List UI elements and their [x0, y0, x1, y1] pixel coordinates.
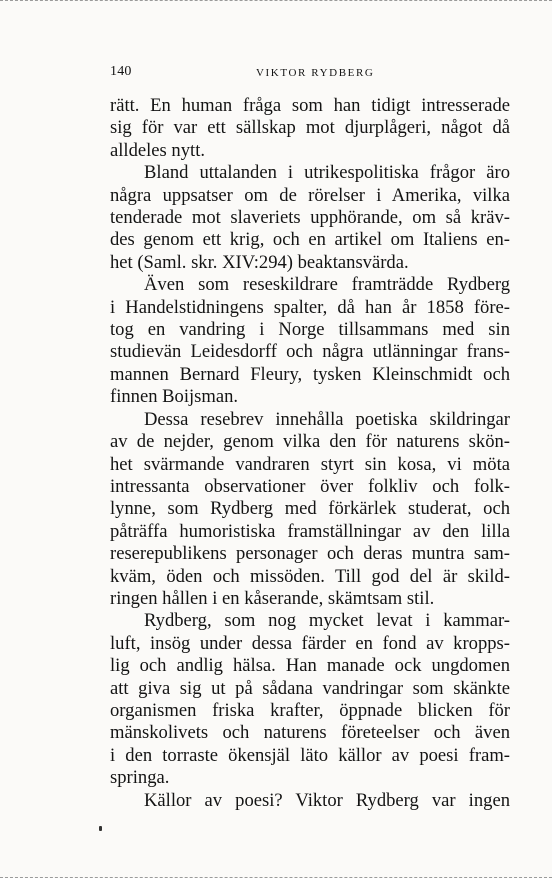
- text-line: reserepublikens personager och deras muntra sam-: [110, 543, 510, 565]
- text-line: intressanta observationer över folkliv och folk-: [110, 475, 510, 497]
- text-line: kväm, öden och missöden. Till god del är skild-: [110, 565, 510, 587]
- text-line: des genom ett krig, och en artikel om Italiens en-: [110, 229, 510, 251]
- text-line: tenderade mot slaveriets upphörande, om så kräv-: [110, 207, 510, 229]
- text-line: i Handelstidningens spalter, då han år 1858 före-: [110, 296, 510, 318]
- text-line: organismen friska krafter, öppnade blicken för: [110, 699, 510, 721]
- ink-speck: [99, 826, 102, 831]
- body-text: [110, 95, 510, 812]
- text-line: alldeles nytt.: [110, 139, 206, 161]
- text-line: luft, insög under dessa färder en fond av kropps-: [110, 632, 510, 654]
- text-line: Källor av poesi? Viktor Rydberg var ingen: [144, 789, 510, 811]
- text-line: rätt. En human fråga som han tidigt intresserade: [110, 95, 510, 116]
- text-line: Bland uttalanden i utrikespolitiska frågor äro: [144, 162, 510, 184]
- text-line: Rydberg, som nog mycket levat i kammar-: [144, 610, 510, 632]
- page-top-edge: [0, 0, 552, 4]
- text-line: påträffa humoristiska framställningar av den lilla: [110, 520, 510, 542]
- text-line: Dessa resebrev innehålla poetiska skildringar: [144, 408, 510, 430]
- text-line: lynne, som Rydberg med förkärlek studerat, och: [110, 498, 510, 520]
- text-line: studievän Leidesdorff och några utlänningar frans-: [110, 341, 510, 363]
- text-line: het svärmande vandraren styrt sin kosa, vi möta: [110, 453, 510, 475]
- text-line: tog en vandring i Norge tillsammans med sin: [110, 319, 510, 341]
- text-line: att giva sig ut på sådana vandringar som skänkte: [110, 677, 510, 699]
- text-line: mänskolivets och naturens företeelser och även: [110, 722, 510, 744]
- text-line: av de nejder, genom vilka den för naturens skön-: [110, 431, 510, 453]
- running-title: VIKTOR RYDBERG: [256, 67, 375, 79]
- text-line: het (Saml. skr. XIV:294) beaktansvärda.: [110, 251, 409, 273]
- text-line: i den torraste ökensjäl läto källor av poesi fram-: [110, 744, 510, 766]
- text-line: mannen Bernard Fleury, tysken Kleinschmidt och: [110, 363, 510, 385]
- text-line: finnen Boijsman.: [110, 386, 239, 408]
- text-line: några uppsatser om de rörelser i Amerika, vilka: [110, 184, 510, 206]
- text-line: sig för var ett sällskap mot djurplågeri, något då: [110, 117, 510, 139]
- page-number: 140: [110, 64, 132, 79]
- text-line: springa.: [110, 767, 170, 789]
- text-line: ringen hållen i en kåserande, skämtsam stil.: [110, 587, 435, 609]
- text-line: lig och andlig hälsa. Han manade ock ungdomen: [110, 655, 510, 677]
- running-head: [110, 64, 510, 84]
- text-line: Även som reseskildrare framträdde Rydberg: [144, 274, 510, 296]
